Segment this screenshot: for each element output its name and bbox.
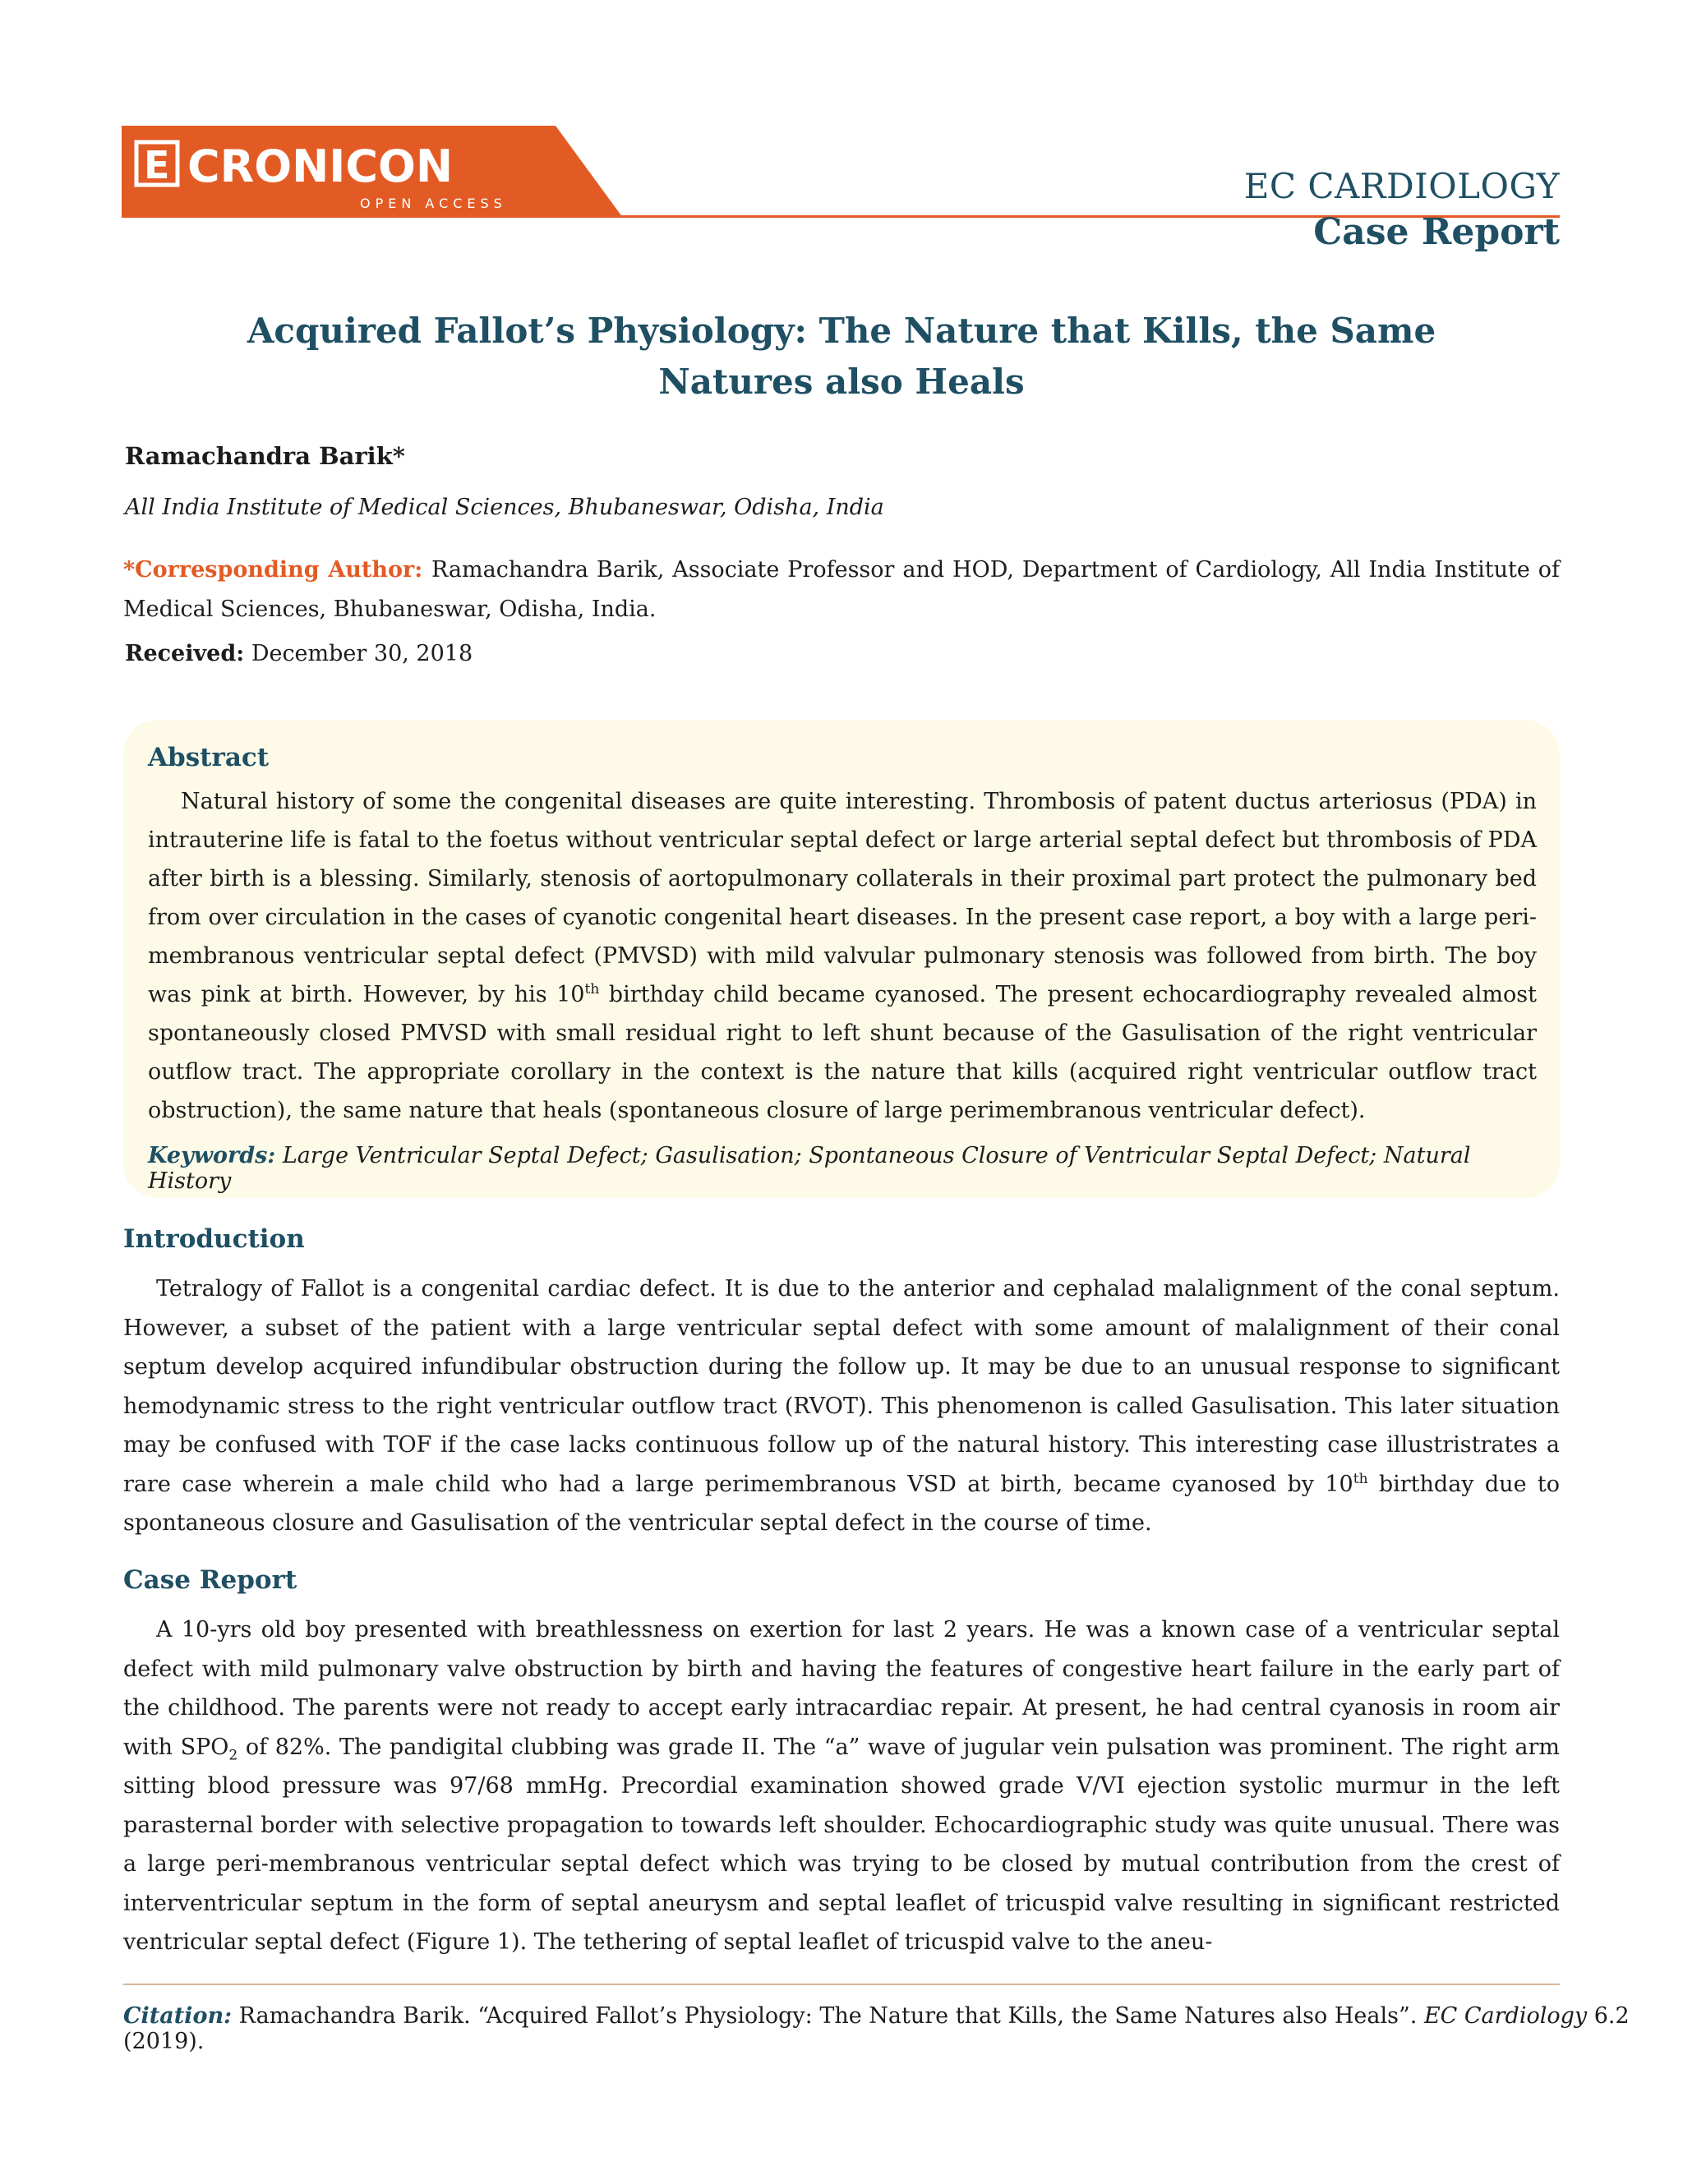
citation-label: Citation:	[123, 2003, 233, 2029]
citation-volume: 6.2 (2019).	[123, 2003, 1630, 2054]
logo-subtext: OPEN ACCESS	[360, 196, 507, 211]
abstract-text: Natural history of some the congenital diseases are quite interesting. Thrombosis of patent ductus arteriosus (PDA) in intrauterine life is fatal to the foetus without ventricular septal defect or large arterial septal defect but thrombosis of PDA after birth is a blessing. Similarly, stenosis of aortopulmonary collaterals in their proximal part protect the pulmonary bed from over circulation in the cases of cyanotic congenital heart diseases. In the present case report, a boy with a large peri-membranous ventricular septal defect (PMVSD) with mild valvular pulmonary stenosis was followed from birth. The boy was pink at birth. However, by his 10th birthday child became cyanosed. The present echocardiography revealed almost spontaneously closed PMVSD with small residual right to left shunt because of the Gasulisation of the right ventricular outflow tract. The appropriate corollary in the context is the nature that kills (acquired right ventricular outflow tract obstruction), the same nature that heals (spontaneous closure of large perimembranous ventricular defect).	[148, 789, 1537, 1123]
logo-wordmark: CRONICON	[187, 141, 454, 192]
introduction-heading: Introduction	[123, 1224, 305, 1254]
citation	[123, 2003, 1683, 2054]
corresponding-author: *Corresponding Author: Ramachandra Barik, Associate Professor and HOD, Department of Cardiology, All India Institute of Medical Sciences, Bhubaneswar, Odisha, India.	[123, 557, 1560, 622]
keywords	[148, 1143, 1560, 1194]
abstract-box	[123, 720, 1560, 1198]
citation-text: Ramachandra Barik. “Acquired Fallot’s Physiology: The Nature that Kills, the Same Natures also Heals”.	[238, 2003, 1418, 2029]
received-date	[125, 641, 473, 666]
footer-rule	[123, 1984, 1560, 1985]
article-type: Case Report	[1313, 211, 1560, 253]
received-value: December 30, 2018	[251, 641, 473, 666]
corresponding-text: Ramachandra Barik, Associate Professor and HOD, Department of Cardiology, All India Institute of Medical Sciences, Bhubaneswar, Odisha, India.	[123, 557, 1560, 622]
introduction-text: Tetralogy of Fallot is a congenital cardiac defect. It is due to the anterior and cephalad malalignment of the conal septum. However, a subset of the patient with a large ventricular septal defect with some amount of malalignment of their conal septum develop acquired infundibular obstruction during the follow up. It may be due to an unusual response to significant hemodynamic stress to the right ventricular outflow tract (RVOT). This phenomenon is called Gasulisation. This later situation may be confused with TOF if the case lacks continuous follow up of the natural history. This interesting case illustristrates a rare case wherein a male child who had a large perimembranous VSD at birth, became cyanosed by 10th birthday due to spontaneous closure and Gasulisation of the ventricular septal defect in the course of time.	[123, 1276, 1560, 1536]
abstract-heading: Abstract	[148, 743, 270, 772]
keywords-label: Keywords:	[148, 1143, 276, 1168]
author-affiliation: All India Institute of Medical Sciences, Bhubaneswar, Odisha, India	[125, 495, 884, 520]
author-name: Ramachandra Barik*	[125, 442, 405, 470]
corresponding-label: *Corresponding Author	[123, 557, 415, 583]
case-report-heading: Case Report	[123, 1565, 297, 1595]
journal-header	[1244, 164, 1560, 256]
journal-name: EC CARDIOLOGY	[1243, 166, 1560, 206]
case-report-text: A 10-yrs old boy presented with breathlessness on exertion for last 2 years. He was a known case of a ventricular septal defect with mild pulmonary valve obstruction by birth and having the features of congestive heart failure in the early part of the childhood. The parents were not ready to accept early intracardiac repair. At present, he had central cyanosis in room air with $SPO_2$ of 82%. The pandigital clubbing was grade II. The “a” wave of jugular vein pulsation was prominent. The right arm sitting blood pressure was 97/68 mmHg. Precordial examination showed grade V/VI ejection systolic murmur in the left parasternal border with selective propagation to towards left shoulder. Echocardiographic study was quite unusual. There was a large peri-membranous ventricular septal defect which was trying to be closed by mutual contribution from the crest of interventricular septum in the form of septal aneurysm and septal leaflet of tricuspid valve resulting in significant restricted ventricular septal defect (Figure 1). The tethering of septal leaflet of tricuspid valve to the aneu-	[123, 1617, 1560, 1955]
title-line-1: Acquired Fallot’s Physiology: The Nature that Kills, the Same	[247, 311, 1436, 351]
title-line-2: Natures also Heals	[658, 362, 1025, 402]
citation-journal: EC Cardiology	[1423, 2003, 1588, 2029]
cronicon-logo	[122, 126, 623, 218]
article-title	[123, 306, 1560, 408]
keywords-text: Large Ventricular Septal Defect; Gasulisation; Spontaneous Closure of Ventricular Septal Defect; Natural History	[148, 1143, 1471, 1194]
svg-text:E: E	[144, 143, 170, 187]
received-label: Received:	[125, 641, 245, 666]
